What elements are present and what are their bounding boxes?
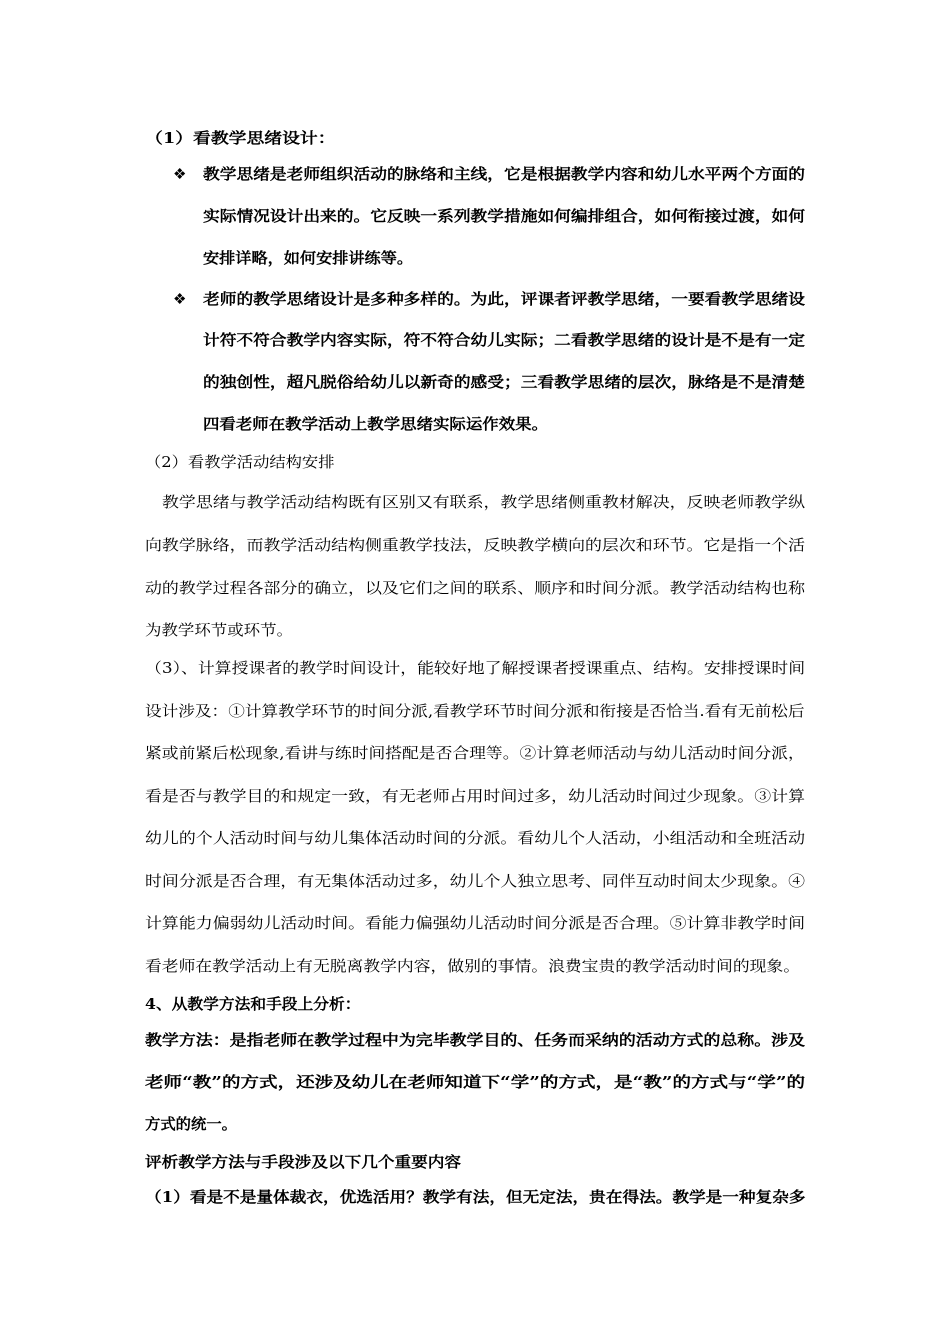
bullet2-line4: 四看老师在教学活动上教学思绪实际运作效果。: [203, 415, 549, 433]
para3-line5: 幼儿的个人活动时间与幼儿集体活动时间的分派。看幼儿个人活动，小组活动和全班活动: [145, 829, 806, 847]
para5-line1: （1）看是不是量体裁衣，优选活用？教学有法，但无定法，贵在得法。教学是一种复杂多: [145, 1188, 806, 1206]
bullet1-line1: 教学思绪是老师组织活动的脉络和主线，它是根据教学内容和幼儿水平两个方面的: [203, 165, 806, 183]
heading-teaching-thinking: （1）看教学思绪设计：: [145, 129, 336, 147]
bullet2-line3: 的独创性，超凡脱俗给幼儿以新奇的感受；三看教学思绪的层次，脉络是不是清楚: [203, 373, 806, 391]
para3-line4: 看是否与教学目的和规定一致，有无老师占用时间过多，幼儿活动时间过少现象。③计算: [145, 787, 806, 805]
para2-line2: 向教学脉络，而教学活动结构侧重教学技法，反映教学横向的层次和环节。它是指一个活: [145, 536, 806, 554]
heading-methods: 4、从教学方法和手段上分析：: [145, 995, 361, 1013]
para3-line6: 时间分派是否合理，有无集体活动过多，幼儿个人独立思考、同伴互动时间太少现象。④: [145, 872, 806, 890]
diamond-bullet-icon: ❖: [173, 165, 187, 183]
para3-line8: 看老师在教学活动上有无脱离教学内容，做别的事情。浪费宝贵的教学活动时间的现象。: [145, 957, 801, 975]
heading-activity-structure: （2）看教学活动结构安排: [145, 453, 335, 471]
para4-line1: 教学方法：是指老师在教学过程中为完毕教学目的、任务而采纳的活动方式的总称。涉及: [145, 1031, 806, 1049]
bullet1-line3: 安排详略，如何安排讲练等。: [203, 249, 414, 267]
para2-line3: 动的教学过程各部分的确立，以及它们之间的联系、顺序和时间分派。教学活动结构也称: [145, 579, 806, 597]
heading-evaluation: 评析教学方法与手段涉及以下几个重要内容: [145, 1153, 462, 1171]
para2-line1: 教学思绪与教学活动结构既有区别又有联系，教学思绪侧重教材解决，反映老师教学纵: [162, 493, 806, 511]
para3-line3: 紧或前紧后松现象,看讲与练时间搭配是否合理等。②计算老师活动与幼儿活动时间分派，: [145, 744, 805, 762]
para3-line7: 计算能力偏弱幼儿活动时间。看能力偏强幼儿活动时间分派是否合理。⑤计算非教学时间: [145, 914, 806, 932]
para4-line2: 老师“教”的方式，还涉及幼儿在老师知道下“学”的方式，是“教”的方式与“学”的: [145, 1073, 806, 1091]
para3-line2: 设计涉及：①计算教学环节的时间分派,看教学环节时间分派和衔接是否恰当.看有无前松后: [145, 702, 805, 720]
bullet2-line2: 计符不符合教学内容实际，符不符合幼儿实际；二看教学思绪的设计是不是有一定: [203, 331, 806, 349]
bullet2-line1: 老师的教学思绪设计是多种多样的。为此，评课者评教学思绪，一要看教学思绪设: [203, 290, 806, 308]
para2-line4: 为教学环节或环节。: [145, 621, 294, 639]
para3-line1: （3）、计算授课者的教学时间设计，能较好地了解授课者授课重点、结构。安排授课时间: [145, 659, 806, 677]
para4-line3: 方式的统一。: [145, 1115, 238, 1133]
diamond-bullet-icon: ❖: [173, 290, 187, 308]
bullet1-line2: 实际情况设计出来的。它反映一系列教学措施如何编排组合，如何衔接过渡，如何: [203, 207, 806, 225]
